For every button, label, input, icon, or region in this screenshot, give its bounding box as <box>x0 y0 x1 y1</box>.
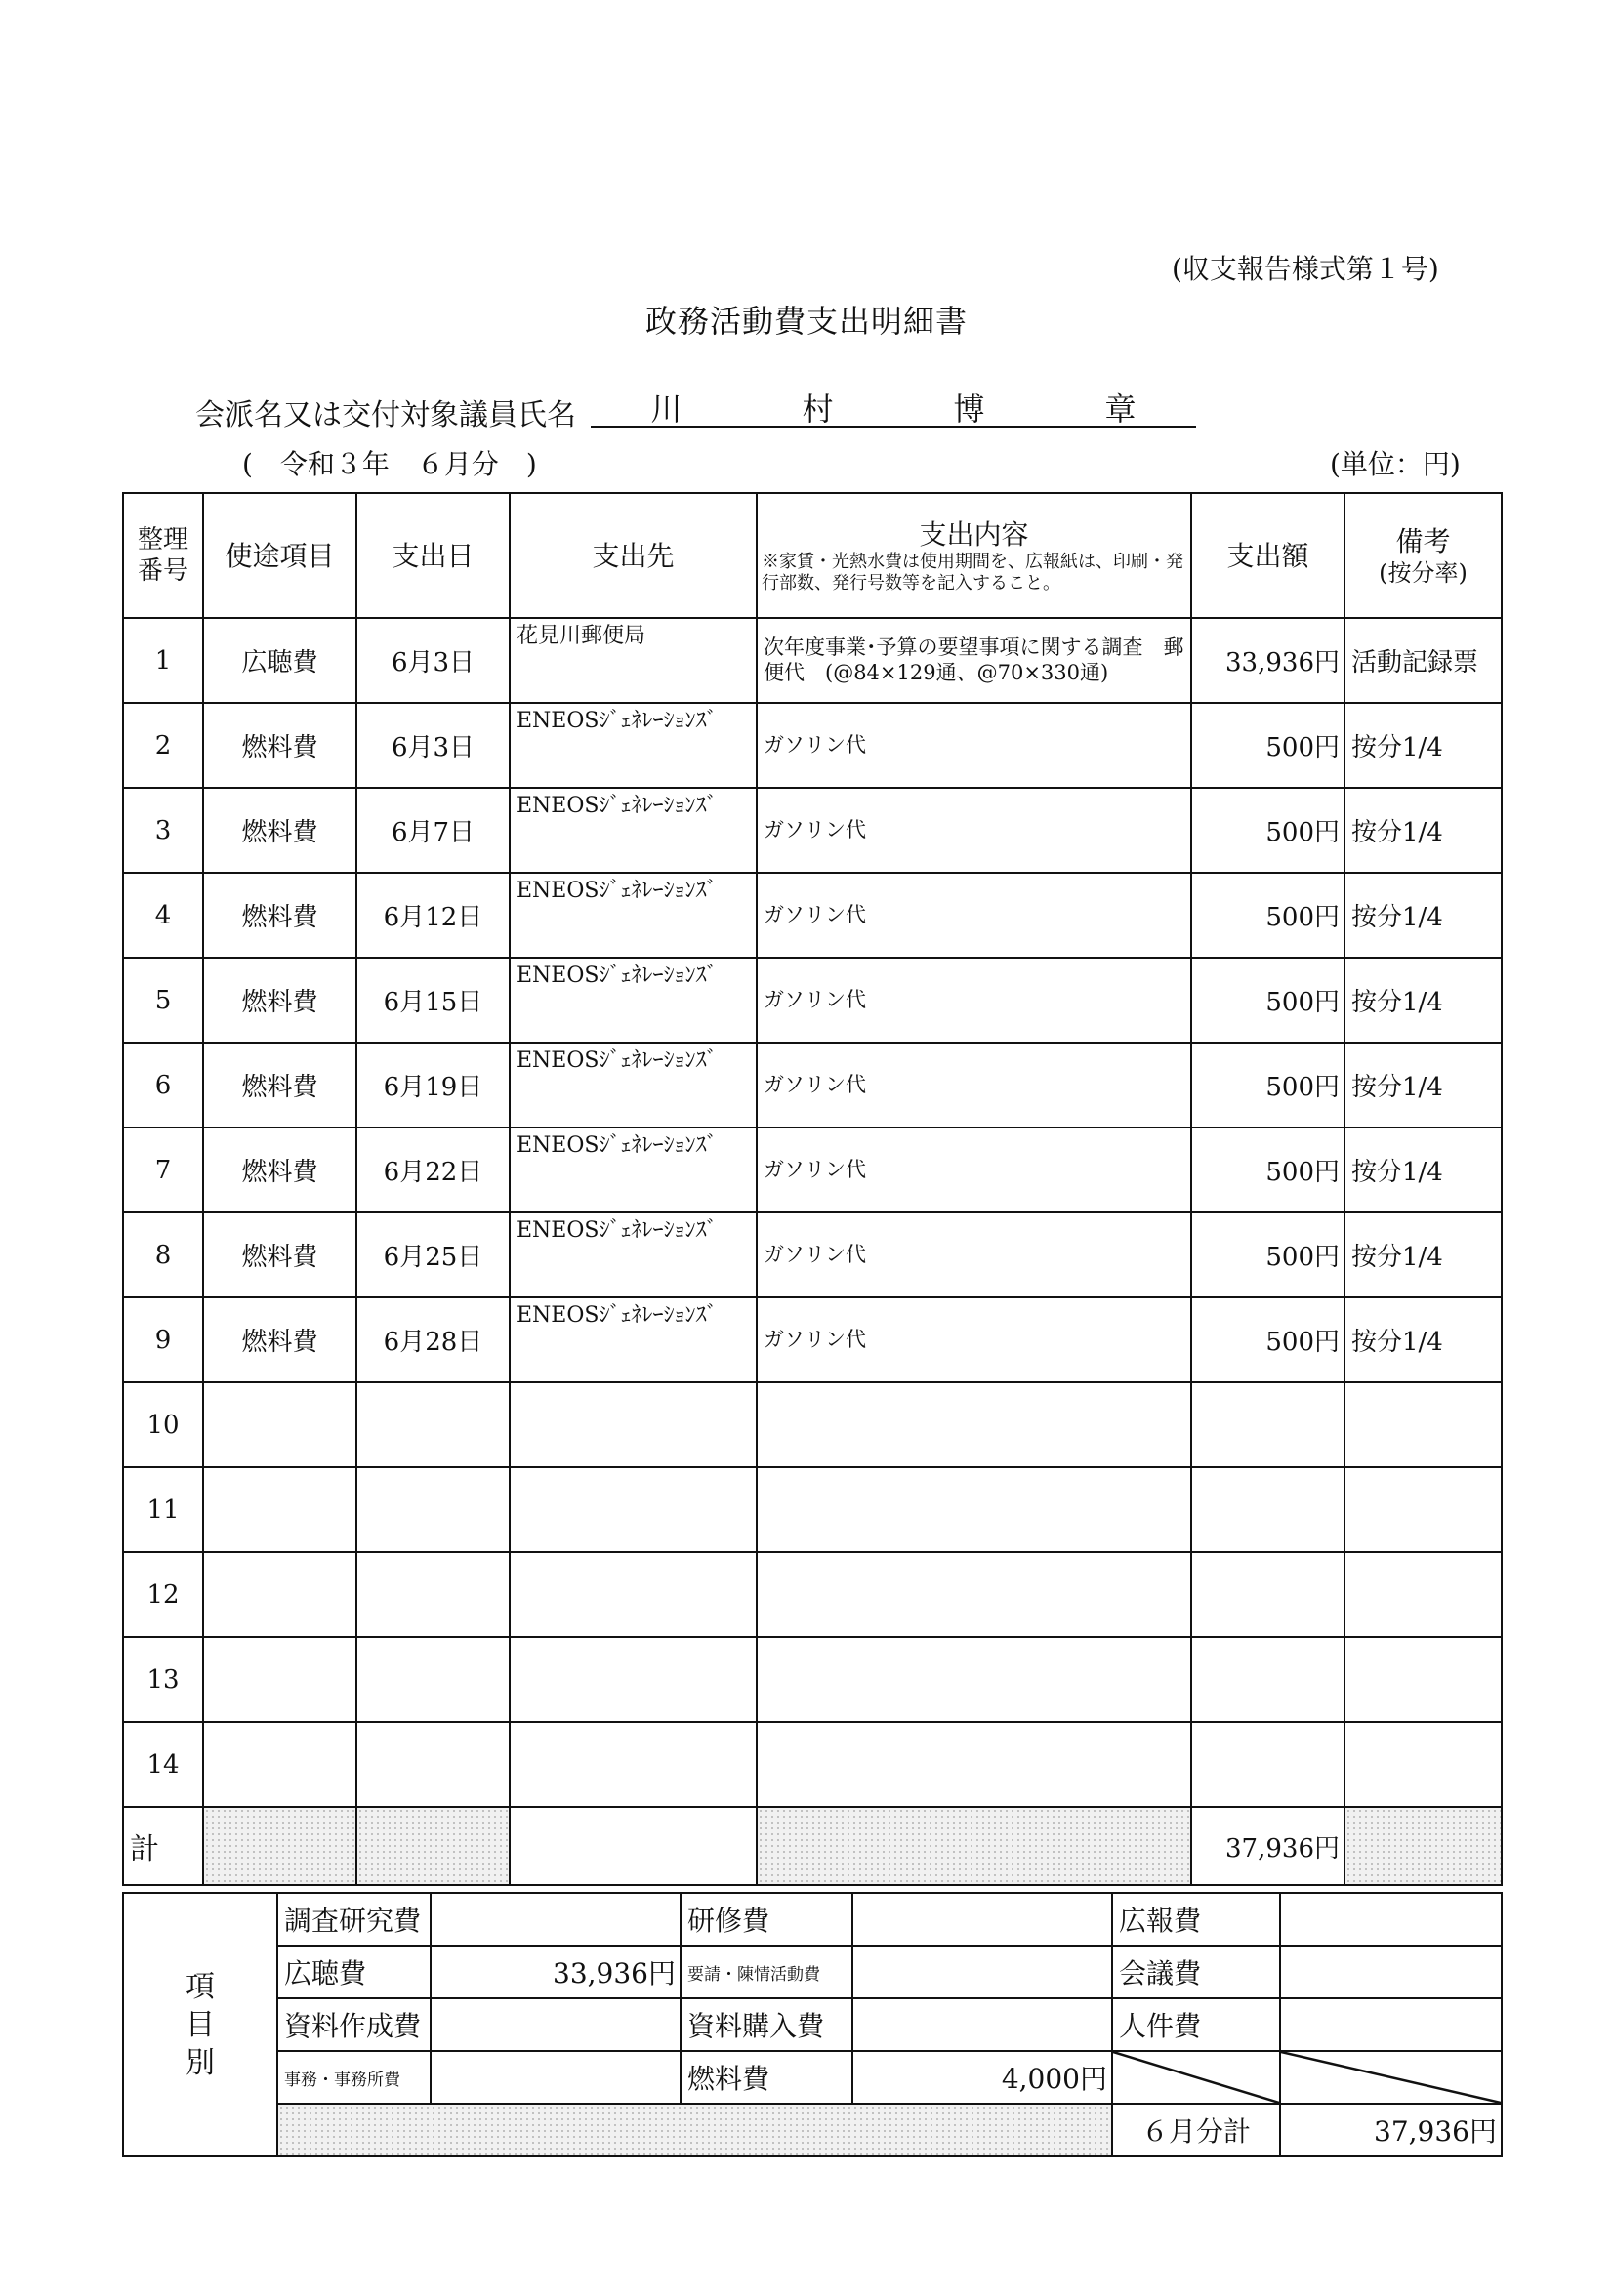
content-header-title: 支出内容 <box>919 517 1029 551</box>
row-number: 14 <box>123 1722 203 1807</box>
table-row <box>123 788 1502 873</box>
category-summary-table <box>122 1892 1503 2157</box>
table-row <box>123 1722 1502 1807</box>
row-amount: 500円 <box>1191 1297 1344 1382</box>
fuel-value: 4,000円 <box>852 2051 1112 2104</box>
table-row <box>123 1637 1502 1722</box>
row-payee <box>510 1637 757 1722</box>
row-number: 1 <box>123 618 203 703</box>
summary-row <box>123 1946 1502 1998</box>
row-remarks: 按分1/4 <box>1344 873 1502 958</box>
row-date: 6月19日 <box>356 1043 510 1128</box>
row-category <box>203 1637 356 1722</box>
row-category: 燃料費 <box>203 1128 356 1212</box>
table-row <box>123 703 1502 788</box>
row-date: 6月3日 <box>356 703 510 788</box>
name-char: 村 <box>802 390 834 428</box>
row-content: ガソリン代 <box>757 1297 1191 1382</box>
diagonal-slash <box>1112 2051 1280 2104</box>
row-number: 12 <box>123 1552 203 1637</box>
row-payee: ENEOSｼﾞｪﾈﾚｰｼｮﾝｽﾞ <box>510 1128 757 1212</box>
publicity-value <box>1280 1893 1502 1946</box>
name-char: 章 <box>1104 390 1137 428</box>
shaded-cell <box>277 2104 1112 2156</box>
row-content: ガソリン代 <box>757 1043 1191 1128</box>
training-label: 研修費 <box>681 1893 852 1946</box>
row-remarks: 按分1/4 <box>1344 958 1502 1043</box>
summary-side-label: 項目別 <box>123 1893 277 2156</box>
row-amount <box>1191 1382 1344 1467</box>
row-category: 燃料費 <box>203 1212 356 1297</box>
row-category: 燃料費 <box>203 958 356 1043</box>
survey-research-value <box>431 1893 681 1946</box>
shaded-cell <box>356 1807 510 1885</box>
row-content <box>757 1722 1191 1807</box>
materials-purchase-value <box>852 1998 1112 2051</box>
row-date <box>356 1467 510 1552</box>
row-remarks: 活動記録票 <box>1344 618 1502 703</box>
content-header-note: ※家賃・光熱水費は使用期間を、広報紙は、印刷・発行部数、発行号数等を記入すること。 <box>762 551 1183 594</box>
row-remarks: 按分1/4 <box>1344 1297 1502 1382</box>
col-header-remarks <box>1344 493 1502 618</box>
summary-row <box>123 1893 1502 1946</box>
meeting-value <box>1280 1946 1502 1998</box>
materials-purchase-label: 資料購入費 <box>681 1998 852 2051</box>
row-date <box>356 1637 510 1722</box>
row-category <box>203 1382 356 1467</box>
col-header-payee: 支出先 <box>510 493 757 618</box>
table-row <box>123 1128 1502 1212</box>
row-date: 6月22日 <box>356 1128 510 1212</box>
row-date: 6月28日 <box>356 1297 510 1382</box>
row-amount: 500円 <box>1191 958 1344 1043</box>
col-header-date: 支出日 <box>356 493 510 618</box>
row-number: 9 <box>123 1297 203 1382</box>
row-number: 7 <box>123 1128 203 1212</box>
shaded-cell <box>203 1807 356 1885</box>
training-value <box>852 1893 1112 1946</box>
col-header-content <box>757 493 1191 618</box>
row-payee: ENEOSｼﾞｪﾈﾚｰｼｮﾝｽﾞ <box>510 958 757 1043</box>
summary-row <box>123 1998 1502 2051</box>
row-date: 6月3日 <box>356 618 510 703</box>
row-number: 3 <box>123 788 203 873</box>
row-payee: ENEOSｼﾞｪﾈﾚｰｼｮﾝｽﾞ <box>510 703 757 788</box>
page-title: 政務活動費支出明細書 <box>644 303 968 340</box>
row-amount: 500円 <box>1191 1043 1344 1128</box>
publicity-label: 広報費 <box>1112 1893 1280 1946</box>
row-remarks: 按分1/4 <box>1344 1128 1502 1212</box>
report-period: ( 令和３年 ６月分 ) <box>242 448 537 480</box>
row-category <box>203 1467 356 1552</box>
row-payee: ENEOSｼﾞｪﾈﾚｰｼｮﾝｽﾞ <box>510 1212 757 1297</box>
row-remarks: 按分1/4 <box>1344 1212 1502 1297</box>
row-number: 8 <box>123 1212 203 1297</box>
row-date <box>356 1552 510 1637</box>
row-category: 燃料費 <box>203 703 356 788</box>
table-row <box>123 958 1502 1043</box>
row-content <box>757 1637 1191 1722</box>
table-row <box>123 1382 1502 1467</box>
total-empty-cell <box>510 1807 757 1885</box>
row-amount: 500円 <box>1191 703 1344 788</box>
row-payee <box>510 1552 757 1637</box>
row-payee: ENEOSｼﾞｪﾈﾚｰｼｮﾝｽﾞ <box>510 873 757 958</box>
shaded-cell <box>757 1807 1191 1885</box>
row-number: 2 <box>123 703 203 788</box>
row-payee: ENEOSｼﾞｪﾈﾚｰｼｮﾝｽﾞ <box>510 1043 757 1128</box>
member-name <box>591 385 1196 430</box>
row-content <box>757 1467 1191 1552</box>
row-remarks <box>1344 1722 1502 1807</box>
row-content: ガソリン代 <box>757 1212 1191 1297</box>
row-payee <box>510 1722 757 1807</box>
row-number: 11 <box>123 1467 203 1552</box>
row-remarks <box>1344 1382 1502 1467</box>
row-amount: 500円 <box>1191 788 1344 873</box>
row-payee: 花見川郵便局 <box>510 618 757 703</box>
row-remarks: 按分1/4 <box>1344 788 1502 873</box>
survey-research-label: 調査研究費 <box>277 1893 431 1946</box>
row-amount: 500円 <box>1191 1212 1344 1297</box>
row-number: 10 <box>123 1382 203 1467</box>
total-label: 計 <box>123 1807 203 1885</box>
row-content <box>757 1552 1191 1637</box>
office-value <box>431 2051 681 2104</box>
table-row <box>123 1043 1502 1128</box>
row-category <box>203 1722 356 1807</box>
col-header-number: 整理番号 <box>123 493 203 618</box>
row-remarks <box>1344 1552 1502 1637</box>
row-category: 燃料費 <box>203 788 356 873</box>
meeting-label: 会議費 <box>1112 1946 1280 1998</box>
total-amount: 37,936円 <box>1191 1807 1344 1885</box>
table-row <box>123 1212 1502 1297</box>
row-number: 13 <box>123 1637 203 1722</box>
row-date <box>356 1382 510 1467</box>
row-number: 5 <box>123 958 203 1043</box>
row-content: ガソリン代 <box>757 788 1191 873</box>
row-date: 6月12日 <box>356 873 510 958</box>
row-date: 6月15日 <box>356 958 510 1043</box>
form-number: (収支報告様式第１号) <box>1172 253 1439 285</box>
table-row <box>123 873 1502 958</box>
row-payee <box>510 1467 757 1552</box>
table-row <box>123 1297 1502 1382</box>
row-content: ガソリン代 <box>757 873 1191 958</box>
row-number: 4 <box>123 873 203 958</box>
table-row <box>123 1467 1502 1552</box>
name-label: 会派名又は交付対象議員氏名 <box>195 398 576 432</box>
row-amount: 500円 <box>1191 1128 1344 1212</box>
row-content: ガソリン代 <box>757 703 1191 788</box>
currency-unit: (単位：円) <box>1330 448 1461 480</box>
row-content <box>757 1382 1191 1467</box>
row-category: 燃料費 <box>203 1043 356 1128</box>
row-remarks: 按分1/4 <box>1344 703 1502 788</box>
total-row <box>123 1807 1502 1885</box>
name-char: 博 <box>953 390 985 428</box>
row-content: ガソリン代 <box>757 1128 1191 1212</box>
public-hearing-label: 広聴費 <box>277 1946 431 1998</box>
petition-value <box>852 1946 1112 1998</box>
shaded-cell <box>1344 1807 1502 1885</box>
summary-row <box>123 2051 1502 2104</box>
remarks-header-sub: (按分率) <box>1379 558 1468 587</box>
petition-label: 要請・陳情活動費 <box>681 1946 852 1998</box>
fuel-label: 燃料費 <box>681 2051 852 2104</box>
office-label: 事務・事務所費 <box>277 2051 431 2104</box>
month-total-value: 37,936円 <box>1280 2104 1502 2156</box>
row-content: ガソリン代 <box>757 958 1191 1043</box>
expense-table <box>122 492 1503 1886</box>
row-payee <box>510 1382 757 1467</box>
row-amount <box>1191 1637 1344 1722</box>
row-category <box>203 1552 356 1637</box>
row-number: 6 <box>123 1043 203 1128</box>
row-content: 次年度事業･予算の要望事項に関する調査 郵便代 (@84×129通、@70×330通) <box>757 618 1191 703</box>
row-payee: ENEOSｼﾞｪﾈﾚｰｼｮﾝｽﾞ <box>510 1297 757 1382</box>
row-amount: 33,936円 <box>1191 618 1344 703</box>
row-category: 燃料費 <box>203 1297 356 1382</box>
row-category: 広聴費 <box>203 618 356 703</box>
row-amount <box>1191 1552 1344 1637</box>
remarks-header-title: 備考 <box>1395 524 1451 557</box>
month-total-label: ６月分計 <box>1112 2104 1280 2156</box>
public-hearing-value: 33,936円 <box>431 1946 681 1998</box>
row-date: 6月25日 <box>356 1212 510 1297</box>
summary-row <box>123 2104 1502 2156</box>
row-date <box>356 1722 510 1807</box>
col-header-category: 使途項目 <box>203 493 356 618</box>
table-header-row <box>123 493 1502 618</box>
personnel-label: 人件費 <box>1112 1998 1280 2051</box>
diagonal-slash <box>1280 2051 1502 2104</box>
row-remarks <box>1344 1467 1502 1552</box>
row-amount <box>1191 1467 1344 1552</box>
materials-creation-label: 資料作成費 <box>277 1998 431 2051</box>
table-row <box>123 618 1502 703</box>
table-row <box>123 1552 1502 1637</box>
row-amount <box>1191 1722 1344 1807</box>
row-date: 6月7日 <box>356 788 510 873</box>
materials-creation-value <box>431 1998 681 2051</box>
row-remarks <box>1344 1637 1502 1722</box>
name-char: 川 <box>650 390 682 428</box>
personnel-value <box>1280 1998 1502 2051</box>
row-amount: 500円 <box>1191 873 1344 958</box>
row-payee: ENEOSｼﾞｪﾈﾚｰｼｮﾝｽﾞ <box>510 788 757 873</box>
row-category: 燃料費 <box>203 873 356 958</box>
row-remarks: 按分1/4 <box>1344 1043 1502 1128</box>
col-header-amount: 支出額 <box>1191 493 1344 618</box>
